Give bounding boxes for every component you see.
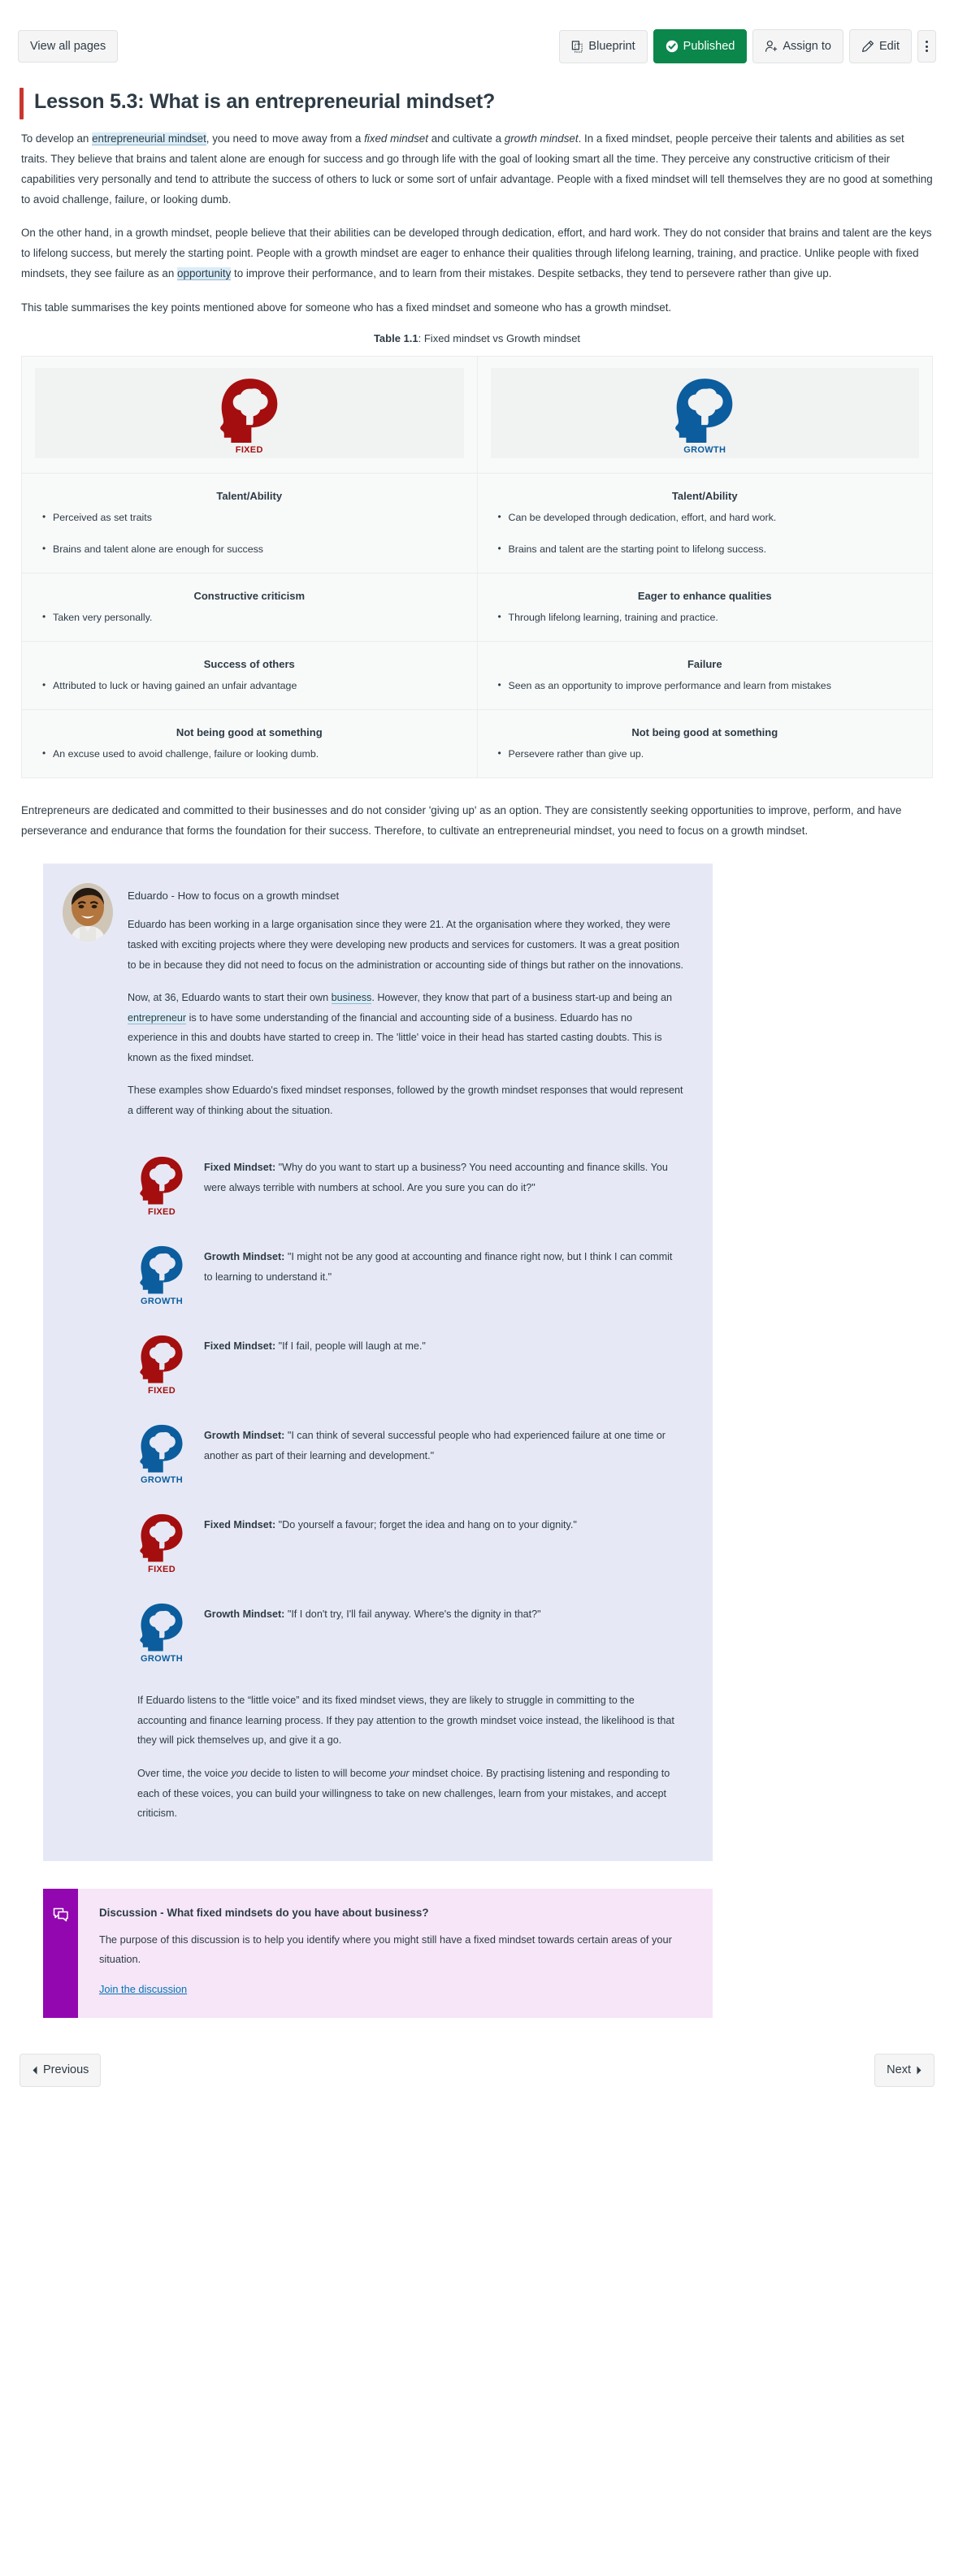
example-quote: "If I don't try, I'll fail anyway. Where's the dignity in that?" (284, 1608, 541, 1621)
case-p2-part-c: is to have some understanding of the financial and accounting side of a business. Eduardo has no experience in this and doubts have started to creep in. The 'little' voice in their head has started casting doubts. This is known as the fixed mindset. (128, 1011, 662, 1063)
example-prefix: Fixed Mindset: (204, 1162, 276, 1174)
case-study-paragraph-3: These examples show Eduardo's fixed mindset responses, followed by the growth mindset responses that would represent a different way of thinking about the situation. (128, 1085, 683, 1116)
example-row (137, 1512, 683, 1587)
cell-title: Not being good at something (631, 726, 778, 738)
growth-head-icon (138, 1244, 185, 1294)
cell-list (35, 510, 464, 559)
example-quote: "I might not be any good at accounting and finance right now, but I think I can commit to learning to understand it." (204, 1251, 673, 1283)
discussion-accent-bar (43, 1889, 78, 2019)
discussion-icon (53, 1907, 69, 2019)
list-item: • Brains and talent alone are enough for success (53, 542, 464, 558)
case-p2-part-a: Now, at 36, Eduardo wants to start their own (128, 992, 332, 1004)
example-prefix: Growth Mindset: (204, 1251, 285, 1263)
closing2-part-b: decide to listen to will become (247, 1768, 390, 1779)
table-row (22, 473, 933, 574)
example-prefix: Fixed Mindset: (204, 1519, 276, 1531)
case-study-title: Eduardo - How to focus on a growth mindset (128, 890, 340, 903)
table-row (22, 574, 933, 642)
example-text (204, 1154, 683, 1197)
table-cell-growth (477, 574, 933, 642)
example-prefix: Fixed Mindset: (204, 1340, 276, 1353)
table-row (22, 710, 933, 778)
fixed-head-icon (138, 1512, 185, 1562)
page-toolbar (0, 0, 954, 70)
page-header (0, 70, 954, 119)
edit-button[interactable] (849, 29, 912, 63)
list-item: • Seen as an opportunity to improve performance and learn from mistakes (509, 678, 920, 695)
cell-title: Talent/Ability (216, 489, 283, 502)
assign-to-button[interactable] (752, 29, 843, 63)
case-study-body (128, 883, 683, 1133)
fixed-head-icon (218, 376, 281, 443)
mindset-examples-list (63, 1154, 683, 1676)
case-study-header (63, 883, 683, 1133)
fixed-head-graphic (137, 1333, 186, 1396)
next-label: Next (887, 2063, 911, 2077)
cell-list (491, 678, 920, 695)
closing2-part-a: Over time, the voice (137, 1768, 232, 1779)
intro-p1-part-a: To develop an (21, 132, 93, 145)
cell-list (35, 610, 464, 626)
opportunity-link[interactable]: opportunity (177, 267, 232, 280)
cell-list (35, 678, 464, 695)
blueprint-button[interactable] (559, 30, 647, 63)
toolbar-actions (559, 29, 936, 63)
example-quote: "Do yourself a favour; forget the idea and hang on to your dignity." (275, 1519, 577, 1531)
business-link[interactable]: business (331, 992, 372, 1004)
growth-head-icon (673, 376, 736, 443)
previous-button[interactable] (20, 2054, 101, 2087)
case-closing-paragraph-2 (137, 1764, 683, 1824)
cell-list (491, 510, 920, 559)
fixed-icon-box (35, 368, 464, 458)
example-text (204, 1512, 683, 1535)
cell-title: Failure (687, 658, 722, 671)
cell-title: Success of others (203, 658, 295, 671)
view-all-pages-label: View all pages (30, 39, 106, 53)
growth-head-icon (138, 1601, 185, 1652)
cell-title: Constructive criticism (193, 590, 306, 603)
example-quote: "Why do you want to start up a business? You need accounting and finance skills. You were always terrible with numbers at school. Are you sure you can do it?" (204, 1162, 668, 1193)
example-row (137, 1154, 683, 1229)
discussion-title: Discussion - What fixed mindsets do you have about business? (99, 1906, 429, 1919)
example-text (204, 1422, 683, 1466)
growth-head-label: GROWTH (683, 444, 726, 455)
published-label: Published (683, 39, 735, 53)
example-text (204, 1601, 683, 1625)
list-item: • Perceived as set traits (53, 510, 464, 526)
eduardo-portrait-icon (63, 883, 113, 942)
mindset-comparison-table (21, 356, 933, 778)
cell-title: Talent/Ability (671, 489, 738, 502)
example-quote: "I can think of several successful people who had experienced failure at one time or another as part of their learning and development." (204, 1430, 666, 1461)
assign-to-label: Assign to (783, 39, 831, 53)
growth-head-graphic (137, 1601, 186, 1664)
cell-list (491, 747, 920, 763)
example-row (137, 1422, 683, 1497)
list-item: • Persevere rather than give up. (509, 747, 920, 763)
table-cell-fixed (22, 642, 478, 710)
growth-icon-box (491, 368, 920, 458)
table-cell-fixed (22, 574, 478, 642)
cell-title: Not being good at something (176, 726, 323, 738)
list-item: • Taken very personally. (53, 610, 464, 626)
chevron-left-icon (32, 2066, 38, 2075)
table-header-fixed (22, 356, 478, 473)
join-discussion-link[interactable]: Join the discussion (99, 1983, 188, 1996)
table-header-growth (477, 356, 933, 473)
case-closing-paragraph-1: If Eduardo listens to the “little voice” and its fixed mindset views, they are likely to struggle in committing to the accounting and finance learning process. If they pay attention to the growth mindset voice instead, the likelihood is that they will pick themselves up, and give it a go. (137, 1695, 674, 1747)
fixed-head-graphic (137, 1512, 186, 1574)
intro-paragraph-1 (21, 129, 933, 210)
table-cell-growth (477, 710, 933, 778)
intro-p1-part-b: , you need to move away from a (206, 132, 365, 145)
table-header-row (22, 356, 933, 473)
fixed-head-graphic (137, 1154, 186, 1217)
cell-list (35, 747, 464, 763)
growth-head-graphic (137, 1422, 186, 1485)
example-prefix: Growth Mindset: (204, 1430, 285, 1442)
growth-head-graphic (491, 376, 920, 455)
case-p2-part-b: . However, they know that part of a business start-up and being an (371, 992, 672, 1004)
table-caption-text: : Fixed mindset vs Growth mindset (418, 331, 581, 344)
discussion-description: The purpose of this discussion is to help you identify where you might still have a fixed mindset towards certain areas of your situation. (99, 1933, 672, 1965)
closing2-em-you: you (231, 1768, 248, 1779)
blueprint-label: Blueprint (588, 39, 635, 53)
intro-p2-part-a: On the other hand, in a growth mindset, people believe that their abilities can be developed through dedication, effort, and hard work. They do not consider that brains and talent are the keys to lifelong success, but merely the starting point. People with a growth mindset are eager to enhance their qualities through lifelong learning, training, and practice. Unlike people with fixed mindsets, they see failure as an (21, 227, 932, 280)
closing2-part-c: mindset choice. By practising listening and responding to each of these voices, you can build your willingness to take on new challenges, learn from your mistakes, and accept criticism. (137, 1768, 670, 1820)
cell-title: Eager to enhance qualities (637, 590, 772, 603)
example-head-label: FIXED (148, 1207, 176, 1218)
intro-p2-part-b: to improve their performance, and to learn from their mistakes. Despite setbacks, they tend to persevere rather than give up. (231, 267, 832, 280)
closing2-em-your: your (389, 1768, 410, 1779)
table-cell-growth (477, 642, 933, 710)
previous-label: Previous (43, 2063, 89, 2077)
table-cell-fixed (22, 710, 478, 778)
intro-p1-em-fixed: fixed mindset (364, 132, 428, 145)
case-study-paragraph-1: Eduardo has been working in a large organisation since they were 21. At the organisation where they worked, they were tasked with exciting projects where they were developing new products and services for customers. It was a great position to be in because they did not need to focus on the administration or accounting side of things but rather on the innovations. (128, 919, 684, 971)
intro-p1-part-d: . In a fixed mindset, people perceive their talents and abilities as set traits. They believe that brains and talent alone are enough for success and go through life with the goal of looking smart all the time. They perceive any constructive criticism of their capabilities very personally and tend to attribute the success of others to luck or some sort of unfair advantage. People with a fixed mindset will tell themselves they are no good at something to avoid challenge, failure, or looking dumb. (21, 132, 933, 206)
after-table-paragraph: Entrepreneurs are dedicated and committed to their businesses and do not consider 'giving up' as an option. They are consistently seeking opportunities to improve, perform, and have perseverance and endurance that forms the foundation for their success. Therefore, to cultivate an entrepreneurial mindset, you need to focus on a growth mindset. (21, 803, 902, 837)
list-item: • Can be developed through dedication, effort, and hard work. (509, 510, 920, 526)
entrepreneurial-mindset-link[interactable]: entrepreneurial mindset (92, 132, 206, 145)
example-row (137, 1333, 683, 1408)
entrepreneur-link[interactable]: entrepreneur (128, 1011, 187, 1024)
blueprint-icon (571, 41, 583, 53)
case-study-paragraph-2 (128, 988, 683, 1067)
list-item: • Brains and talent are the starting point to lifelong success. (509, 542, 920, 558)
example-head-label: FIXED (148, 1565, 176, 1575)
discussion-callout (43, 1889, 713, 2019)
list-item: • An excuse used to avoid challenge, failure or looking dumb. (53, 747, 464, 763)
example-text (204, 1333, 683, 1357)
intro-p1-em-growth: growth mindset (504, 132, 579, 145)
page-title: Lesson 5.3: What is an entrepreneurial mindset? (34, 90, 496, 113)
avatar (63, 883, 113, 942)
example-head-label: FIXED (148, 1386, 176, 1396)
discussion-body (78, 1889, 713, 2019)
table-row (22, 642, 933, 710)
intro-paragraph-2 (21, 223, 933, 284)
lesson-content (0, 119, 954, 841)
pencil-icon (861, 40, 874, 53)
table-caption (21, 332, 933, 344)
chevron-right-icon (916, 2066, 922, 2075)
published-button[interactable] (653, 29, 748, 63)
view-all-pages-button[interactable] (18, 30, 118, 63)
example-head-label: GROWTH (141, 1297, 183, 1307)
footer-navigation (0, 2018, 954, 2111)
check-circle-icon (666, 40, 679, 53)
fixed-head-icon (138, 1333, 185, 1383)
user-add-icon (765, 40, 778, 53)
cell-list (491, 610, 920, 626)
list-item: • Attributed to luck or having gained an unfair advantage (53, 678, 464, 695)
fixed-head-icon (138, 1154, 185, 1205)
table-caption-number: Table 1.1 (373, 331, 418, 344)
example-row (137, 1601, 683, 1676)
more-options-button[interactable] (917, 30, 936, 63)
growth-head-graphic (137, 1244, 186, 1306)
example-head-label: GROWTH (141, 1654, 183, 1665)
intro-p1-part-c: and cultivate a (427, 132, 505, 145)
fixed-head-label: FIXED (235, 444, 263, 455)
case-study-closing (63, 1691, 683, 1823)
example-row (137, 1244, 683, 1318)
example-head-label: GROWTH (141, 1475, 183, 1486)
fixed-head-graphic (35, 376, 464, 455)
case-study-panel (43, 864, 713, 1860)
table-cell-fixed (22, 473, 478, 574)
kebab-menu-icon (926, 41, 928, 52)
next-button[interactable] (874, 2054, 934, 2087)
growth-head-icon (138, 1422, 185, 1473)
example-text (204, 1244, 683, 1287)
example-prefix: Growth Mindset: (204, 1608, 285, 1621)
title-accent-bar (20, 88, 24, 119)
intro-paragraph-3: This table summarises the key points mentioned above for someone who has a fixed mindset and someone who has a growth mindset. (21, 301, 672, 314)
edit-label: Edit (879, 39, 900, 53)
example-quote: "If I fail, people will laugh at me." (275, 1340, 426, 1353)
list-item: • Through lifelong learning, training and practice. (509, 610, 920, 626)
table-cell-growth (477, 473, 933, 574)
